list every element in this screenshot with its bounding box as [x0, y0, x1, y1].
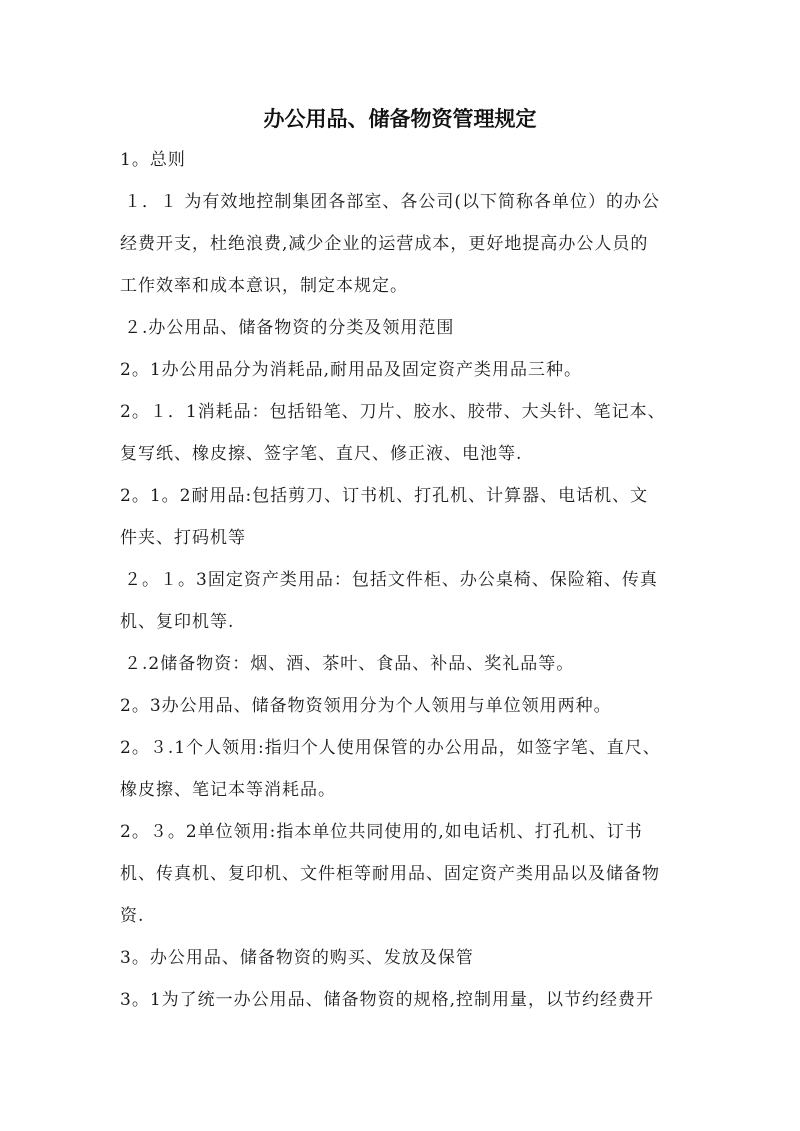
paragraph-line: 机、传真机、复印机、文件柜等耐用品、固定资产类用品以及储备物 — [120, 864, 660, 884]
paragraph-line: 经费开支，杜绝浪费,减少企业的运营成本，更好地提高办公人员的 — [120, 234, 649, 254]
paragraph-line: 2。１．1消耗品：包括铅笔、刀片、胶水、胶带、大头针、笔记本、 — [120, 402, 666, 422]
paragraph-line: １．１ 为有效地控制集团各部室、各公司(以下简称各单位）的办公 — [124, 192, 661, 212]
section-2-heading: ２.办公用品、储备物资的分类及领用范围 — [124, 318, 455, 338]
section-3-heading: 3。办公用品、储备物资的购买、发放及保管 — [120, 948, 474, 968]
paragraph-line: 2。1办公用品分为消耗品,耐用品及固定资产类用品三种。 — [120, 360, 583, 380]
paragraph-line: 2。3办公用品、储备物资领用分为个人领用与单位领用两种。 — [120, 696, 612, 716]
paragraph-line: 2。1。2耐用品:包括剪刀、订书机、打孔机、计算器、电话机、文 — [120, 486, 649, 506]
paragraph-line: 橡皮擦、笔记本等消耗品。 — [120, 780, 336, 800]
paragraph-line: 2。３.1个人领用:指归个人使用保管的办公用品，如签字笔、直尺、 — [120, 738, 661, 758]
paragraph-line: 件夹、打码机等 — [120, 528, 246, 548]
section-1-heading: 1。总则 — [120, 150, 186, 170]
paragraph-line: 3。1为了统一办公用品、储备物资的规格,控制用量，以节约经费开 — [120, 990, 655, 1010]
paragraph-line: 资. — [120, 906, 145, 926]
paragraph-line: 2。３。2单位领用:指本单位共同使用的,如电话机、打孔机、订书 — [120, 822, 643, 842]
paragraph-line: 工作效率和成本意识，制定本规定。 — [120, 276, 408, 296]
document-title: 办公用品、储备物资管理规定 — [263, 106, 537, 131]
paragraph-line: 机、复印机等. — [120, 612, 235, 632]
paragraph-line: ２.2储备物资：烟、酒、茶叶、食品、补品、奖礼品等。 — [124, 654, 575, 674]
paragraph-line: 复写纸、橡皮擦、签字笔、直尺、修正液、电池等. — [120, 444, 523, 464]
paragraph-line: ２。１。3固定资产类用品：包括文件柜、办公桌椅、保险箱、传真 — [124, 570, 658, 590]
